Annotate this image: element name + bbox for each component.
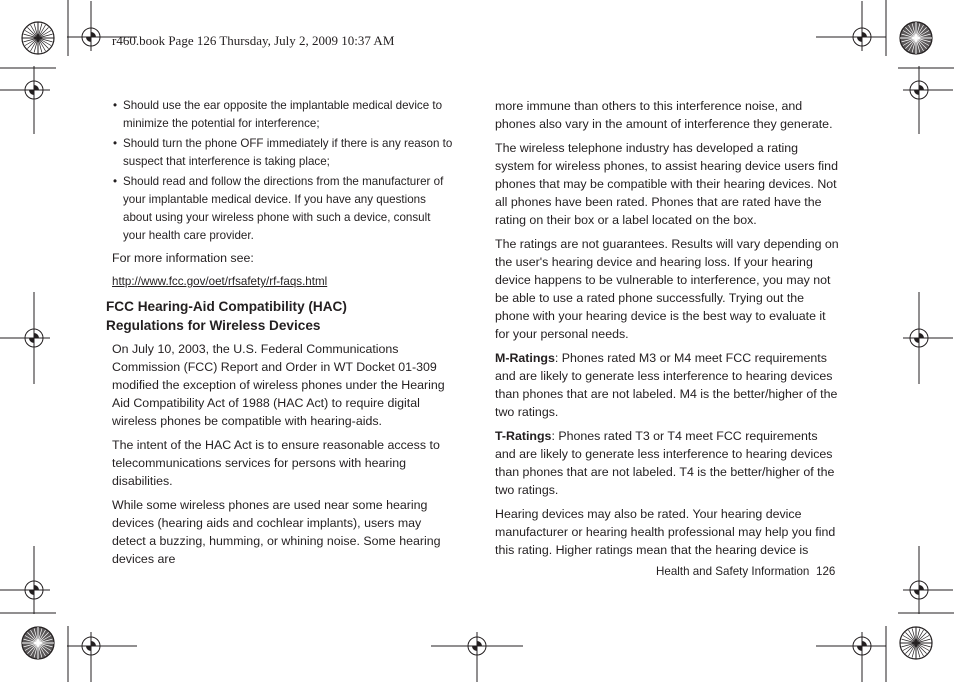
registration-mark-icon — [431, 632, 523, 682]
t-ratings-text: : Phones rated T3 or T4 meet FCC requirements and are likely to generate less interference to hearing devices than phones that are not labeled. T4 is the better/higher of the two ratings. — [495, 429, 835, 497]
registration-mark-icon — [903, 546, 953, 614]
paragraph: Hearing devices may also be rated. Your hearing device manufacturer or hearing health professional may help you find this rating. Higher ratings mean that the hearing device is — [495, 507, 836, 557]
registration-mark-icon — [903, 292, 953, 384]
t-ratings-term: T-Ratings — [495, 429, 552, 443]
bullet-icon: • — [113, 99, 118, 112]
t-ratings-paragraph — [495, 427, 840, 499]
right-column — [495, 97, 840, 565]
registration-mark-icon — [816, 632, 886, 682]
footer-section-label: Health and Safety Information — [656, 565, 810, 578]
paragraph: The ratings are not guarantees. Results will vary depending on the user's hearing device and hearing loss. If your hearing device happens to be vulnerable to interference, you may not be able to use a rated phone successfully. Trying out the phone with your hearing device is the best way to evaluate it for your personal needs. — [495, 237, 839, 341]
bullet-icon: • — [113, 137, 118, 150]
registration-mark-icon — [0, 66, 50, 134]
print-slug: r460.book Page 126 Thursday, July 2, 2009 10:37 AM — [112, 33, 395, 48]
section-heading — [106, 297, 456, 335]
bullet-text: Should use the ear opposite the implantable medical device to minimize the potential for interference; — [123, 99, 443, 130]
page-number: 126 — [816, 565, 836, 578]
paragraph: The intent of the HAC Act is to ensure reasonable access to telecommunications services for persons with hearing disabilities. — [112, 438, 440, 488]
list-item — [106, 135, 456, 171]
registration-mark-icon — [0, 292, 50, 384]
color-wheel-icon — [900, 22, 932, 54]
heading-line-2: Regulations for Wireless Devices — [106, 318, 321, 333]
list-item — [106, 97, 456, 133]
color-wheel-icon — [22, 627, 54, 659]
paragraph: On July 10, 2003, the U.S. Federal Communications Commission (FCC) Report and Order in WT Docket 01-309 modified the exception of wireless phones under the Hearing Aid Compatibility Act of 1988 (HAC Act) to require digital wireless phones be compatible with hearing-aids. — [112, 342, 445, 428]
bullet-text: Should turn the phone OFF immediately if there is any reason to suspect that interference is taking place; — [123, 137, 453, 168]
m-ratings-paragraph — [495, 349, 840, 421]
more-info-text: For more information see: — [112, 251, 254, 265]
registration-mark-icon — [67, 632, 137, 682]
bullet-list — [106, 97, 456, 245]
heading-line-1: FCC Hearing-Aid Compatibility (HAC) — [106, 299, 347, 314]
paragraph: While some wireless phones are used near some hearing devices (hearing aids and cochlear implants), users may detect a buzzing, humming, or whining noise. Some hearing devices are — [112, 498, 441, 566]
fcc-faq-link[interactable]: http://www.fcc.gov/oet/rfsafety/rf-faqs.html — [112, 275, 328, 288]
color-wheel-icon — [22, 22, 54, 54]
list-item — [106, 173, 456, 245]
registration-mark-icon — [816, 1, 886, 51]
color-wheel-icon — [900, 627, 932, 659]
bullet-icon: • — [113, 175, 118, 188]
left-column — [106, 97, 456, 574]
registration-mark-icon — [0, 546, 50, 614]
bullet-text: Should read and follow the directions from the manufacturer of your implantable medical device. If you have any questions about using your wireless phone with such a device, consult your health care provider. — [123, 175, 444, 242]
m-ratings-term: M-Ratings — [495, 351, 555, 365]
paragraph: more immune than others to this interference noise, and phones also vary in the amount of interference they generate. — [495, 99, 833, 131]
registration-mark-icon — [903, 66, 953, 134]
paragraph: The wireless telephone industry has developed a rating system for wireless phones, to assist hearing device users find phones that may be compatible with their hearing devices. Not all phones have been rated. Phones that are rated have the rating on their box or a label located on the box. — [495, 141, 838, 227]
m-ratings-text: : Phones rated M3 or M4 meet FCC requirements and are likely to generate less interference to hearing devices than phones that are not labeled. M4 is the better/higher of the two ratings. — [495, 351, 838, 419]
